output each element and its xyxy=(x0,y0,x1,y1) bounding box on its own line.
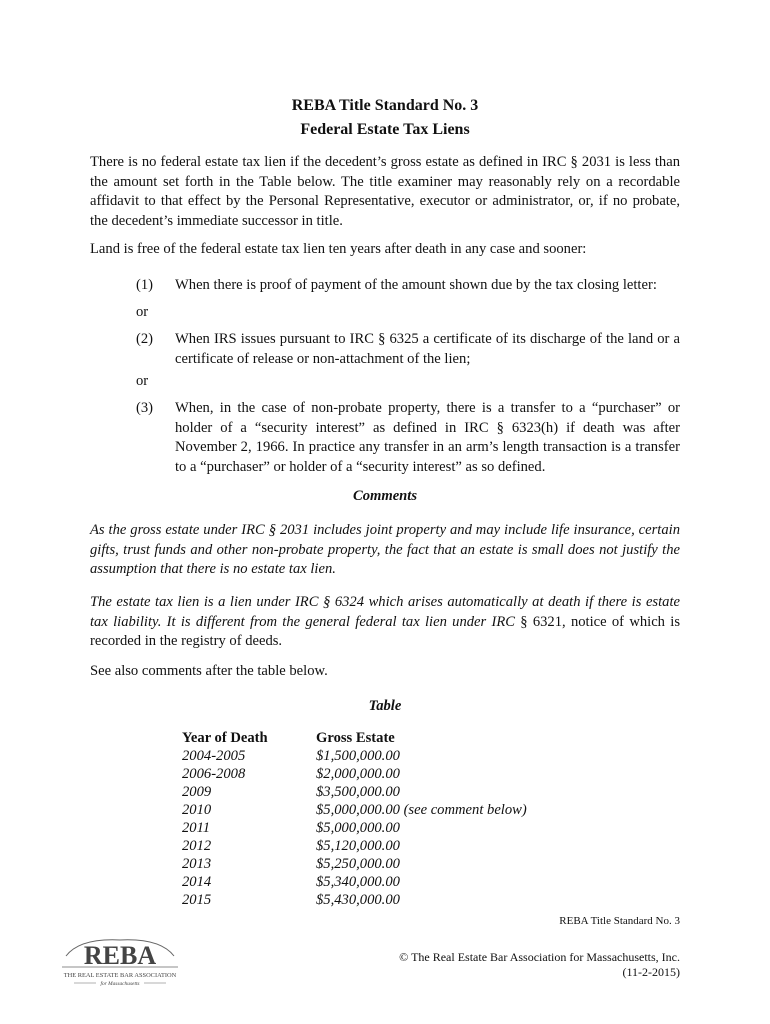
copyright-text: © The Real Estate Bar Association for Massachusetts, Inc. xyxy=(399,950,680,964)
cell-year: 2012 xyxy=(182,838,212,854)
cell-year: 2014 xyxy=(182,874,212,890)
table-row xyxy=(182,873,616,891)
table-heading: Table xyxy=(368,698,402,714)
cell-year: 2010 xyxy=(182,802,212,818)
cell-amount: $5,120,000.00 xyxy=(316,838,400,854)
page-title xyxy=(0,94,770,142)
footer-copyright xyxy=(399,950,680,980)
table-row xyxy=(182,747,616,765)
table-row xyxy=(182,819,616,837)
cell-year: 2006-2008 xyxy=(182,766,246,782)
comment-2-plain: § 6321, notice of which is recorded in the registry of deeds. xyxy=(90,613,680,649)
condition-text: When IRS issues pursuant to IRC § 6325 a certificate of its discharge of the land or a certificate of release or non-attachment of the lien; xyxy=(175,331,680,367)
cell-year: 2013 xyxy=(182,856,212,872)
comment-2-italic: The estate tax lien is a lien under IRC § 6324 which arises automatically at death if there is estate tax liability. It is different from the general federal tax lien under IRC xyxy=(90,594,680,630)
cell-amount: $2,000,000.00 xyxy=(316,766,400,782)
or-separator: or xyxy=(136,304,149,320)
comments-heading: Comments xyxy=(352,488,418,504)
table-row xyxy=(182,837,616,855)
header-gross-estate: Gross Estate xyxy=(316,730,395,746)
table-row xyxy=(182,783,616,801)
table-row xyxy=(182,891,616,909)
cell-amount: $5,000,000.00 xyxy=(316,820,400,836)
condition-number: (3) xyxy=(136,400,154,416)
condition-number: (2) xyxy=(136,331,154,347)
logo-mark-text: REBA xyxy=(83,941,157,970)
cell-year: 2015 xyxy=(182,892,212,908)
cell-year: 2011 xyxy=(182,820,211,836)
cell-amount: $5,430,000.00 xyxy=(316,892,400,908)
header-year: Year of Death xyxy=(182,730,268,746)
table-row xyxy=(182,765,616,783)
estate-table xyxy=(182,729,616,909)
comment-paragraph-2 xyxy=(90,593,680,652)
condition-text: When there is proof of payment of the amount shown due by the tax closing letter: xyxy=(175,277,657,293)
condition-number: (1) xyxy=(136,277,154,293)
see-also-paragraph: See also comments after the table below. xyxy=(90,663,328,679)
cell-amount: $5,340,000.00 xyxy=(316,874,400,890)
condition-text: When, in the case of non-probate property, there is a transfer to a “purchaser” or holder of a “security interest” as defined in IRC § 6323(h) if death was after November 2, 1966. In practice any transfer in an arm’s length transaction is a transfer to a “purchaser” or holder of a “security interest” as so defined. xyxy=(175,400,680,475)
cell-amount: $5,250,000.00 xyxy=(316,856,400,872)
reba-logo-mark xyxy=(60,934,180,990)
logo-line-2: for Massachusetts xyxy=(100,981,140,987)
comment-paragraph-1: As the gross estate under IRC § 2031 includes joint property and may include life insurance, certain gifts, trust funds and other non-probate property, the fact that an estate is small does not justify the assumption that there is no estate tax lien. xyxy=(90,522,680,577)
intro-paragraph: There is no federal estate tax lien if the decedent’s gross estate as defined in IRC § 2031 is less than the amount set forth in the Table below. The title examiner may reasonably rely on a recordable affidavit to that effect by the Personal Representative, executor or administrator, or, if no probate, the decedent’s immediate successor in title. xyxy=(90,154,680,229)
copyright-date: (11-2-2015) xyxy=(622,965,680,979)
cell-amount: $3,500,000.00 xyxy=(316,784,400,800)
cell-amount: $1,500,000.00 xyxy=(316,748,400,764)
table-row xyxy=(182,855,616,873)
table-row xyxy=(182,801,616,819)
title-line-1: REBA Title Standard No. 3 xyxy=(291,97,479,114)
reba-logo xyxy=(60,934,180,990)
table-header-row xyxy=(182,729,616,747)
cell-year: 2009 xyxy=(182,784,212,800)
footer-standard-label: REBA Title Standard No. 3 xyxy=(559,915,680,927)
logo-line-1: THE REAL ESTATE BAR ASSOCIATION xyxy=(63,972,177,979)
or-separator: or xyxy=(136,373,149,389)
land-free-paragraph: Land is free of the federal estate tax lien ten years after death in any case and sooner: xyxy=(90,241,587,257)
cell-amount: $5,000,000.00 (see comment below) xyxy=(316,802,527,818)
cell-year: 2004-2005 xyxy=(182,748,246,764)
title-line-2: Federal Estate Tax Liens xyxy=(300,121,470,138)
